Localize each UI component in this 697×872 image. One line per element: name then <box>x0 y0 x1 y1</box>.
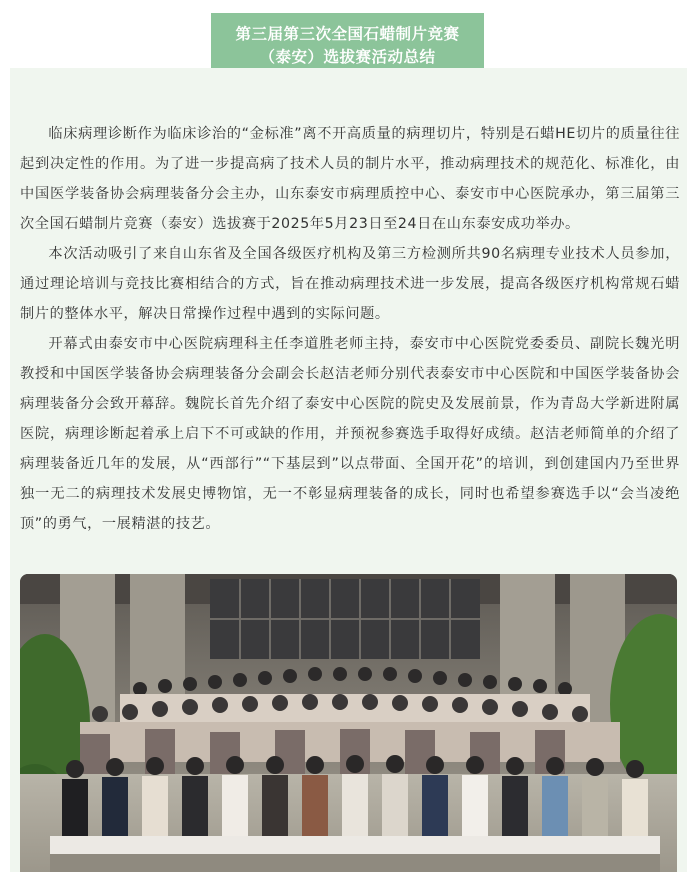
article-body <box>20 119 680 539</box>
title-line-2: （泰安）选拔赛活动总结 <box>259 48 436 66</box>
title-line-1: 第三届第三次全国石蜡制片竞赛 <box>235 25 460 43</box>
paragraph-participants: 本次活动吸引了来自山东省及全国各级医疗机构及第三方检测所共90名病理专业技术人员参加，通过理论培训与竞技比赛相结合的方式，旨在推动病理技术进一步发展，提高各级医疗机构常规石蜡制片的整体水平，解决日常操作过程中遇到的实际问题。 <box>20 246 680 322</box>
paragraph-intro: 临床病理诊断作为临床诊治的“金标准”离不开高质量的病理切片，特别是石蜡HE切片的质量往往起到决定性的作用。为了进一步提高病了技术人员的制片水平，推动病理技术的规范化、标准化，由中国医学装备协会病理装备分会主办，山东泰安市病理质控中心、泰安市中心医院承办，第三届第三次全国石蜡制片竞赛（泰安）选拔赛于2025年5月23日至24日在山东泰安成功举办。 <box>20 126 680 232</box>
group-photo <box>20 574 677 872</box>
group-photo-image <box>20 574 677 872</box>
paragraph-opening: 开幕式由泰安市中心医院病理科主任李道胜老师主持，泰安市中心医院党委委员、副院长魏光明教授和中国医学装备协会病理装备分会副会长赵洁老师分别代表泰安市中心医院和中国医学装备协会病理装备分会致开幕辞。魏院长首先介绍了泰安中心医院的院史及发展前景，作为青岛大学新进附属医院，病理诊断起着承上启下不可或缺的作用，并预祝参赛选手取得好成绩。赵洁老师简单的介绍了病理装备近几年的发展，从“西部行”“下基层到”以点带面、全国开花”的培训，到创建国内乃至世界独一无二的病理技术发展史博物馆，无一不彰显病理装备的成长，同时也希望参赛选手以“会当凌绝顶”的勇气，一展精湛的技艺。 <box>20 336 680 532</box>
